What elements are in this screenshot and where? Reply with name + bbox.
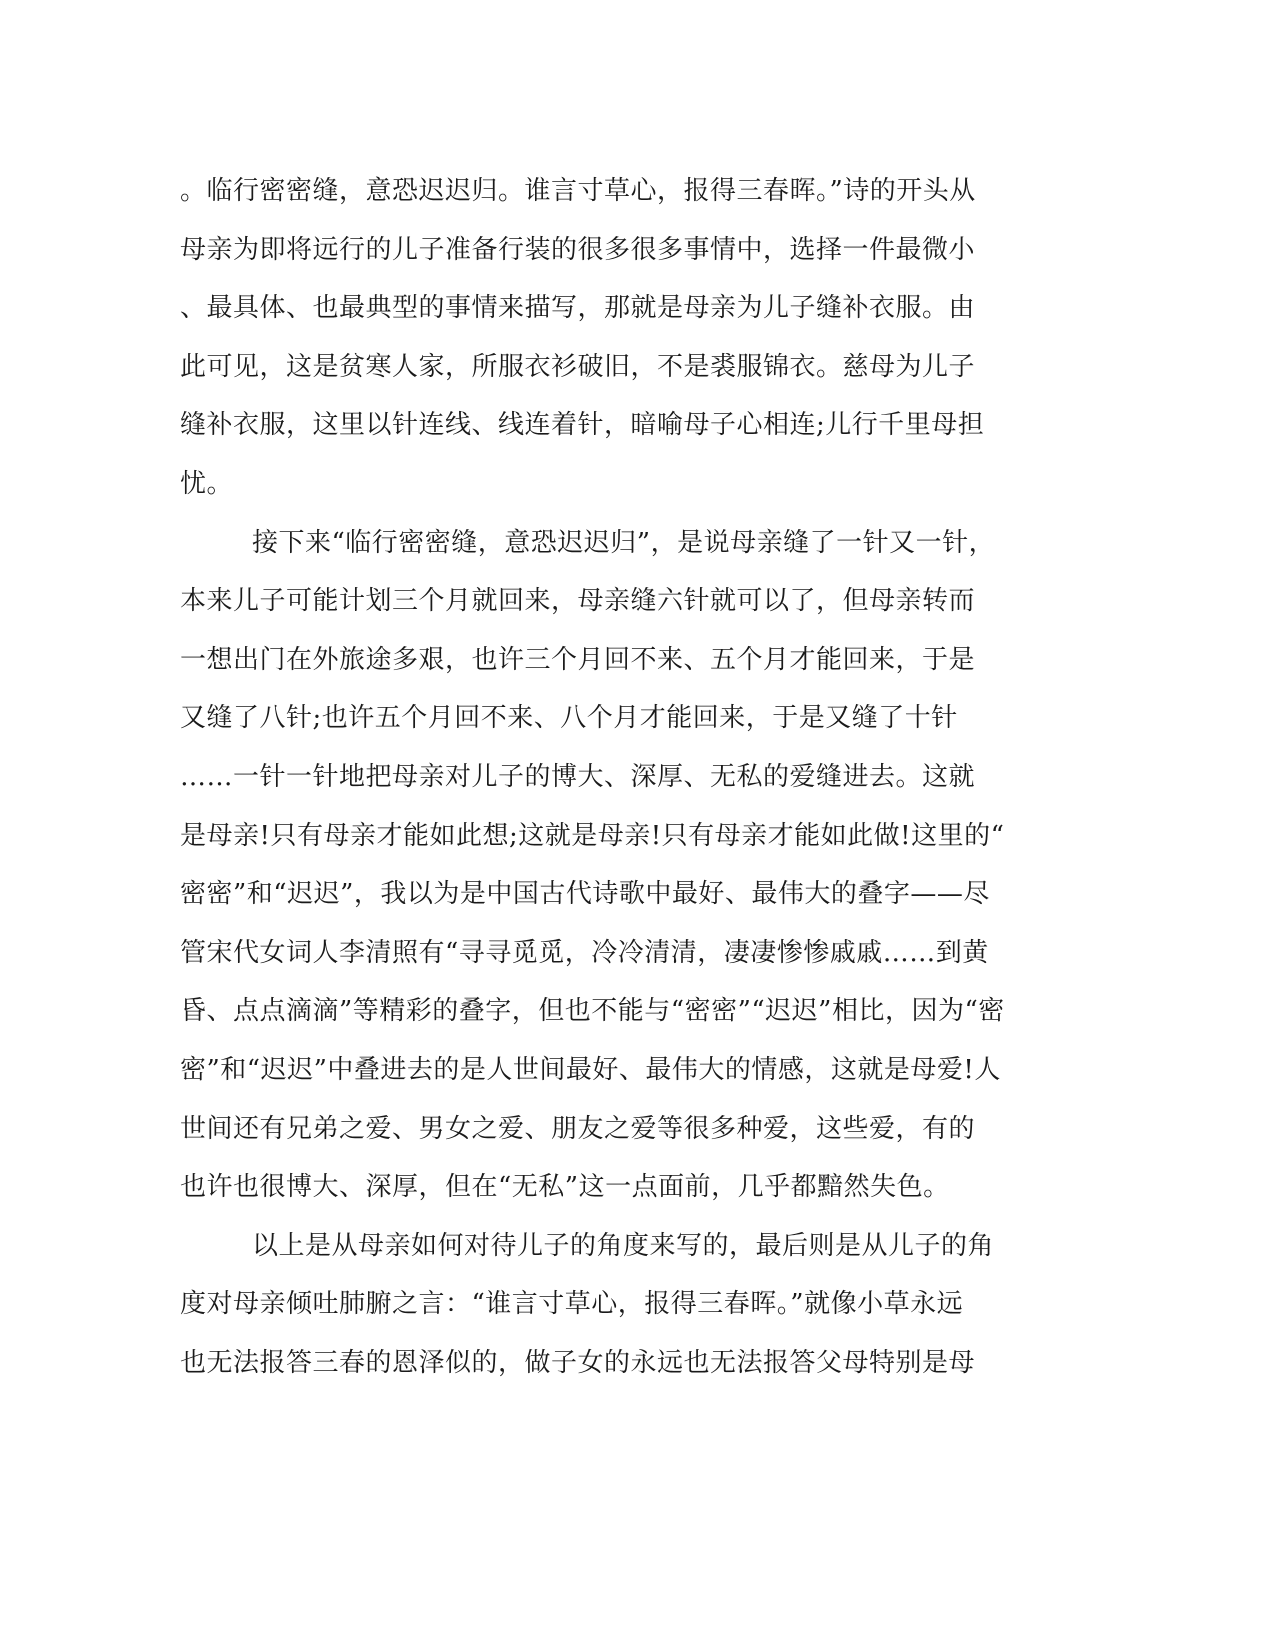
- text-line: 度对母亲倾吐肺腑之言：“谁言寸草心，报得三春晖。”就像小草永远: [180, 1289, 964, 1320]
- text-line: 缝补衣服，这里以针连线、线连着针，暗喻母子心相连;儿行千里母担: [180, 410, 985, 441]
- paragraph-3: [180, 1217, 1040, 1393]
- text-line: 母亲为即将远行的儿子准备行装的很多很多事情中，选择一件最微小: [180, 234, 976, 265]
- text-line: 以上是从母亲如何对待儿子的角度来写的，最后则是从儿子的角: [252, 1230, 995, 1261]
- paragraph-1: [180, 162, 1040, 514]
- document-body: [180, 162, 1040, 1392]
- text-line: 接下来“临行密密缝，意恐迟迟归”，是说母亲缝了一针又一针，: [252, 527, 996, 558]
- text-line: 管宋代女词人李清照有“寻寻觅觅，冷冷清清，凄凄惨惨戚戚……到黄: [180, 937, 989, 968]
- text-line: ……一针一针地把母亲对儿子的博大、深厚、无私的爱缝进去。这就: [180, 761, 976, 792]
- text-line: 昏、点点滴滴”等精彩的叠字，但也不能与“密密”“迟迟”相比，因为“密: [180, 996, 1005, 1027]
- text-line: 、最具体、也最典型的事情来描写，那就是母亲为儿子缝补衣服。由: [180, 293, 976, 324]
- text-line: 是母亲!只有母亲才能如此想;这就是母亲!只有母亲才能如此做!这里的“: [180, 820, 1005, 851]
- text-line: 忧。: [180, 468, 234, 499]
- text-line: 本来儿子可能计划三个月就回来，母亲缝六针就可以了，但母亲转而: [180, 586, 976, 617]
- text-line: 也许也很博大、深厚，但在“无私”这一点面前，几乎都黯然失色。: [180, 1172, 950, 1203]
- paragraph-2: [180, 514, 1040, 1217]
- text-line: 世间还有兄弟之爱、男女之爱、朋友之爱等很多种爱，这些爱，有的: [180, 1113, 976, 1144]
- text-line: 密密”和“迟迟”，我以为是中国古代诗歌中最好、最伟大的叠字——尽: [180, 879, 990, 910]
- text-line: 此可见，这是贫寒人家，所服衣衫破旧，不是裘服锦衣。慈母为儿子: [180, 351, 976, 382]
- text-line: 一想出门在外旅途多艰，也许三个月回不来、五个月才能回来，于是: [180, 644, 976, 675]
- text-line: 密”和“迟迟”中叠进去的是人世间最好、最伟大的情感，这就是母爱!人: [180, 1054, 1001, 1085]
- text-line: 。临行密密缝，意恐迟迟归。谁言寸草心，报得三春晖。”诗的开头从: [180, 176, 976, 206]
- text-line: 也无法报答三春的恩泽似的，做子女的永远也无法报答父母特别是母: [180, 1347, 976, 1378]
- text-line: 又缝了八针;也许五个月回不来、八个月才能回来，于是又缝了十针: [180, 703, 958, 734]
